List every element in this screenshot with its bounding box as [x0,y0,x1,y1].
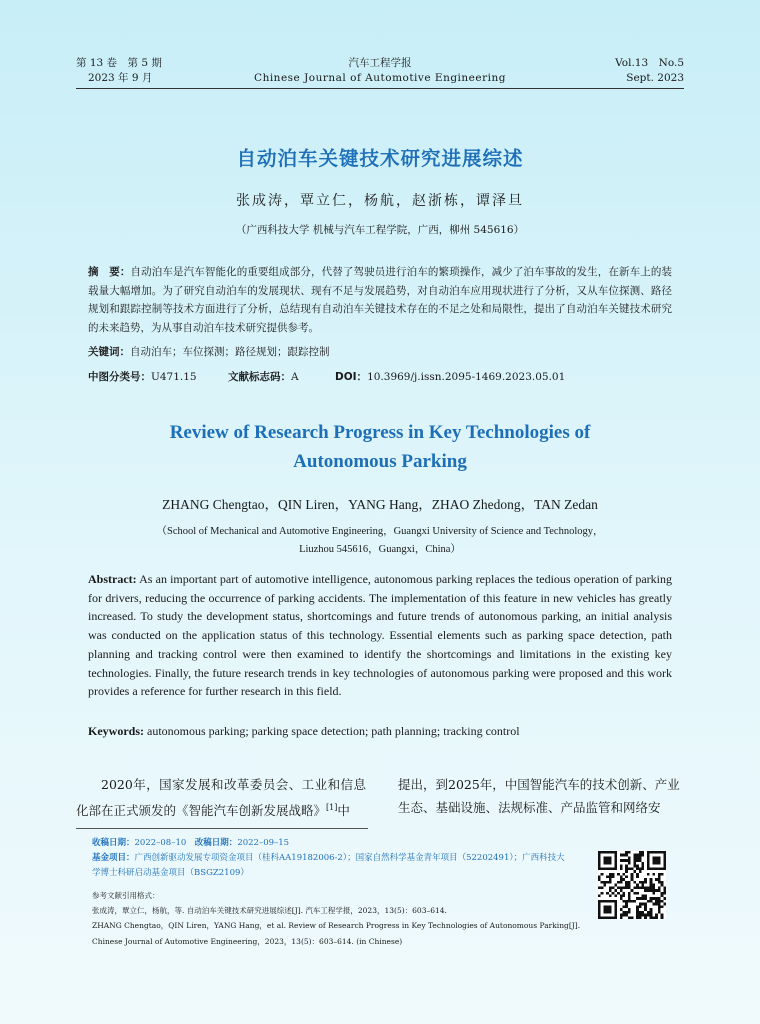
citation-format [92,888,582,949]
reference-marker[interactable]: [1] [326,803,338,812]
received-label: 收稿日期： [92,838,135,848]
keywords-label-zh: 关键词： [88,346,130,358]
authors-en: ZHANG Chengtao，QIN Liren，YANG Hang，ZHAO Zhedong，TAN Zedan [162,497,598,512]
abstract-text-zh: 自动泊车是汽车智能化的重要组成部分，代替了驾驶员进行泊车的繁琐操作，减少了泊车事故的发生，在新车上的装载量大幅增加。为了研究自动泊车的发展现状、现有不足与发展趋势，对自动泊车应用现状进行了分析，又从车位探测、路径规划和跟踪控制等技术方面进行了分析，总结现有自动泊车关键技术存在的不足之处和局限性，提出了自动泊车关键技术研究的未来趋势，为从事自动泊车技术研究提供参考。 [88,266,673,334]
footnote [92,836,572,881]
title-en-line1: Review of Research Progress in Key Technologies of [169,422,591,443]
revised-value: 2022–09–15 [237,838,290,848]
affiliation-en-line1: （School of Mechanical and Automotive Engineering，Guangxi University of Science and Technology， [156,526,604,537]
body-left-tail: 中 [337,803,350,819]
abstract-en [88,570,672,701]
volume-issue-en: Vol.13 No.5 [615,57,684,69]
keywords-label-en: Keywords: [88,724,144,738]
abstract-text-en: As an important part of automotive intelligence, autonomous parking replaces the tedious operation of parking for drivers, reducing the occurrence of parking accidents. The implementation of this feature in new vehicles has greatly increased. To study the development status, shortcomings and future trends of autonomous parking, an initial analysis was conducted on the application status of this technology. Essential elements such as parking space detection, path planning and tracking control were then examined to identify the shortcomings and limitations in the existing key technologies. Finally, the future research trends in key technologies of autonomous parking were proposed and this work provides a reference for further research in this field. [88,572,672,699]
doi-value[interactable]: 10.3969/j.issn.2095-1469.2023.05.01 [367,371,566,383]
body-left-text: 2020年，国家发展和改革委员会、工业和信息化部在正式颁发的《智能汽车创新发展战略》 [76,777,366,819]
keywords-text-en: autonomous parking; parking space detection; path planning; tracking control [147,724,520,738]
journal-name [76,56,684,86]
classification-line [88,369,672,385]
body-column-right: 提出，到2025年，中国智能汽车的技术创新、产业生态、基础设施、法规标准、产品监管和网络安 [398,777,680,815]
citation-title: 参考文献引用格式： [92,891,160,900]
doi [335,369,565,384]
abstract-zh [88,263,672,337]
clc-label: 中图分类号： [88,371,151,383]
keywords-text-zh: 自动泊车；车位探测；路径规划；跟踪控制 [130,346,330,358]
header-divider [76,88,684,89]
received-value: 2022–08–10 [134,838,187,848]
keywords-zh [88,344,672,359]
doi-label: DOI： [335,371,368,383]
clc-value: U471.15 [151,371,197,383]
abstract-label-en: Abstract: [88,572,137,586]
date-zh: 2023 年 9 月 [88,72,153,84]
title-en [0,418,760,476]
date-en: Sept. 2023 [626,72,684,84]
affiliation-zh: （广西科技大学 机械与汽车工程学院，广西，柳州 545616） [235,224,525,236]
body-column-left [76,773,366,822]
affiliation-en-line2: Liuzhou 545616，Guangxi，China） [299,544,461,555]
title-zh: 自动泊车关键技术研究进展综述 [236,147,524,170]
citation-en: ZHANG Chengtao，QIN Liren，YANG Hang，et al. Review of Research Progress in Key Technologies of Autonomous Parking[J]. Chinese Journal of Automotive Engineering，2023，13(5)：603–614. (in Chinese) [92,921,581,946]
authors-zh: 张成涛，覃立仁，杨航，赵浙栋，谭泽旦 [236,193,524,209]
clc-number [88,369,197,384]
journal-name-en: Chinese Journal of Automotive Engineering [254,72,506,84]
footnote-divider [76,828,368,829]
document-code [228,369,299,384]
abstract-label-zh: 摘 要： [88,266,131,278]
revised-label: 改稿日期： [194,838,238,848]
title-en-line2: Autonomous Parking [293,451,467,472]
volume-issue-zh: 第 13 卷 第 5 期 [76,57,162,69]
journal-name-zh: 汽车工程学报 [348,57,412,69]
affiliation-en [0,523,760,559]
issue-info-en [615,56,684,86]
funding-text: 广西创新驱动发展专项资金项目（桂科AA19182006-2）；国家自然科学基金青年项目（52202491）；广西科技大学博士科研启动基金项目（BSGZ2109） [92,853,565,878]
doc-code-value: A [291,371,299,383]
keywords-en [88,724,672,739]
funding-line [92,851,572,881]
dates-line [92,836,572,851]
qr-code-icon[interactable] [598,851,666,919]
funding-label: 基金项目： [92,853,135,863]
citation-zh: 张成涛，覃立仁，杨航，等. 自动泊车关键技术研究进展综述[J]. 汽车工程学报，2023，13(5)：603–614. [92,906,447,916]
running-header [76,56,684,88]
doc-code-label: 文献标志码： [228,371,291,383]
